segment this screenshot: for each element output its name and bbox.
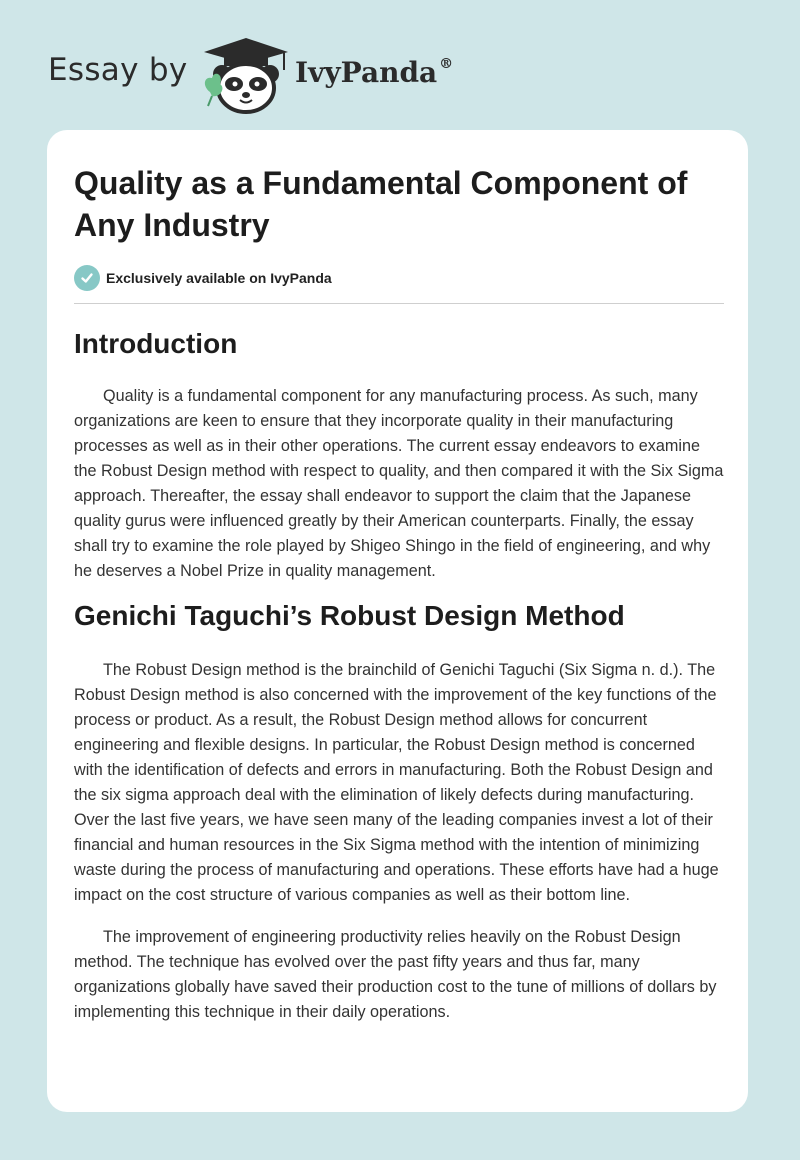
- section-heading-introduction: Introduction: [74, 328, 238, 359]
- exclusive-text: Exclusively available on IvyPanda: [106, 270, 332, 286]
- site-header: [48, 30, 548, 110]
- essay-card: [47, 130, 748, 1112]
- page-title: Quality as a Fundamental Component of Any Industry: [74, 165, 688, 243]
- divider: [74, 303, 724, 304]
- brand-name[interactable]: IvyPanda ®: [295, 55, 454, 89]
- section-heading-robust-design: Genichi Taguchi’s Robust Design Method: [74, 600, 625, 631]
- check-icon: [74, 265, 100, 291]
- exclusive-badge: [74, 264, 724, 292]
- paragraph: Quality is a fundamental component for any manufacturing process. As such, many organizations are keen to ensure that they incorporate quality in their manufacturing processes as well as in their other operations. The current essay endeavors to examine the Robust Design method with respect to quality, and then compared it with the Six Sigma approach. Thereafter, the essay shall endeavor to support the claim that the Japanese quality gurus were influenced greatly by their American counterparts. Finally, the essay shall try to examine the role played by Shigeo Shingo in the field of engineering, and why he deserves a Nobel Prize in quality management.: [74, 387, 724, 580]
- paragraph: The improvement of engineering productivity relies heavily on the Robust Design method. The technique has evolved over the past fifty years and thus far, many organizations globally have saved their production cost to the tune of millions of dollars by implementing this technique in their daily operations.: [74, 928, 717, 1021]
- paragraph: The Robust Design method is the brainchild of Genichi Taguchi (Six Sigma n. d.). The Robust Design method is also concerned with the improvement of the key functions of the process or product. As a result, the Robust Design method allows for concurrent engineering and flexible designs. In particular, the Robust Design method is concerned with the identification of defects and errors in manufacturing. Both the Robust Design and the six sigma approach deal with the elimination of likely defects during manufacturing. Over the last five years, we have seen many of the leading companies invest a lot of their financial and human resources in the Six Sigma method with the intention of minimizing waste during the process of manufacturing and operations. These efforts have had a huge impact on the cost structure of various companies as well as their bottom line.: [74, 661, 719, 904]
- essay-by-label: Essay by: [48, 52, 188, 88]
- panda-logo-icon[interactable]: [200, 34, 292, 114]
